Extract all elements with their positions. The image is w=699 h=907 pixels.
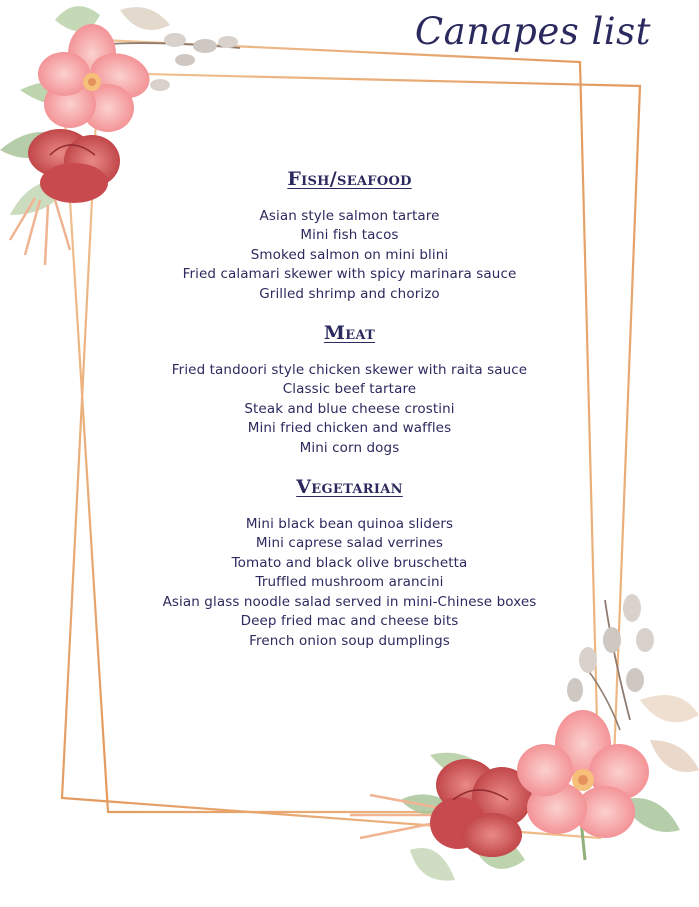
- menu-item: Truffled mushroom arancini: [255, 574, 444, 591]
- menu-item: Steak and blue cheese crostini: [244, 400, 455, 417]
- section-fish-seafood: [0, 168, 699, 304]
- menu-item: Mini black bean quinoa sliders: [245, 516, 454, 533]
- menu-item: Grilled shrimp and chorizo: [259, 285, 440, 302]
- menu-item: Mini fried chicken and waffles: [247, 420, 452, 437]
- section-heading: Vegetarian: [296, 476, 403, 499]
- item-list: [0, 207, 699, 304]
- menu-item: Asian glass noodle salad served in mini-Chinese boxes: [162, 593, 537, 610]
- menu-item: Deep fried mac and cheese bits: [240, 613, 459, 630]
- menu-item: Smoked salmon on mini blini: [250, 246, 449, 263]
- menu-item: Tomato and black olive bruschetta: [231, 554, 468, 571]
- menu-item: Mini corn dogs: [299, 439, 400, 456]
- item-list: [0, 515, 699, 651]
- menu-item: Fried tandoori style chicken skewer with raita sauce: [171, 362, 528, 379]
- section-vegetarian: [0, 476, 699, 651]
- menu-item: Classic beef tartare: [282, 381, 417, 398]
- menu-item: Fried calamari skewer with spicy marinara sauce: [182, 266, 517, 283]
- section-meat: [0, 322, 699, 458]
- item-list: [0, 361, 699, 458]
- menu-item: Mini caprese salad verrines: [255, 535, 444, 552]
- menu-item: Asian style salmon tartare: [259, 208, 440, 224]
- menu-list: [0, 168, 699, 669]
- page-title: Canapes list: [414, 10, 651, 53]
- menu-item: Mini fish tacos: [300, 227, 399, 244]
- section-heading: Fish/seafood: [287, 168, 412, 190]
- menu-item: French onion soup dumplings: [249, 632, 450, 649]
- section-heading: Meat: [323, 322, 376, 345]
